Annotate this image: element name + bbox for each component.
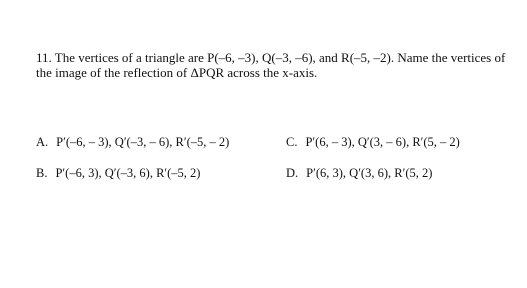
question-text-line-1: The vertices of a triangle are P(–6, –3), Q(–3, –6), and R(–5, –2). Name the vertices of — [54, 50, 506, 65]
answer-choice-c[interactable] — [286, 135, 460, 149]
choice-letter: C. — [286, 135, 298, 149]
choice-letter: D. — [286, 166, 299, 180]
choice-text: P′(–6, – 3), Q′(–3, – 6), R′(–5, – 2) — [56, 135, 230, 149]
choice-letter: A. — [36, 135, 49, 149]
answer-choice-a[interactable] — [36, 135, 229, 149]
choice-text: P′(–6, 3), Q′(–3, 6), R′(–5, 2) — [55, 166, 201, 180]
choice-text: P′(6, – 3), Q′(3, – 6), R′(5, – 2) — [305, 135, 460, 149]
answer-choice-b[interactable] — [36, 166, 200, 180]
question-block — [36, 50, 506, 80]
choice-text: P′(6, 3), Q′(3, 6), R′(5, 2) — [306, 166, 433, 180]
answer-choice-d[interactable] — [286, 166, 432, 180]
question-line-1 — [36, 50, 506, 65]
question-number: 11. — [36, 50, 52, 65]
choice-letter: B. — [36, 166, 48, 180]
question-text-line-2: the image of the reflection of ΔPQR across the x-axis. — [36, 65, 318, 80]
